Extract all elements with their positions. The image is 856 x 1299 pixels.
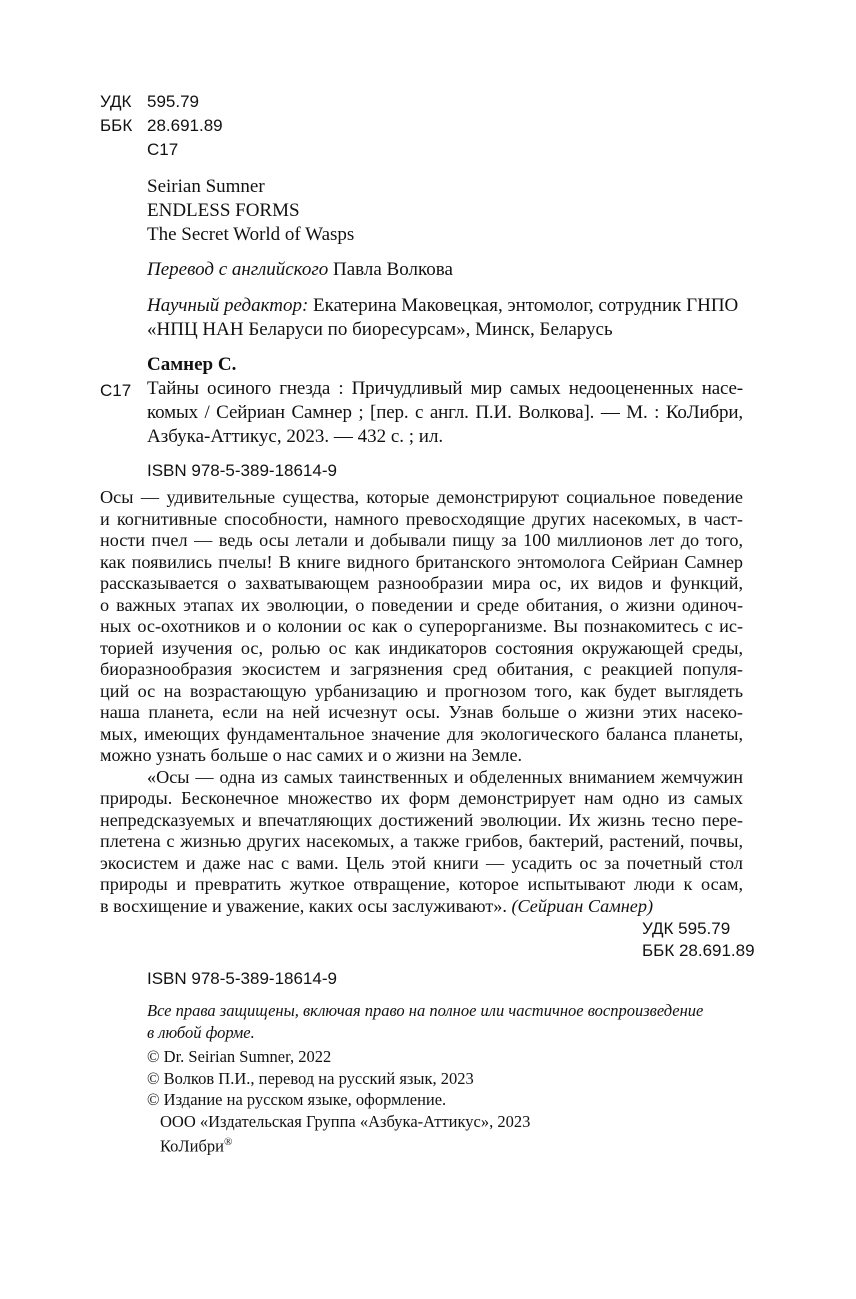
original-author: Seirian Sumner: [147, 176, 265, 197]
record-body: [100, 377, 743, 449]
translation-line: [147, 258, 453, 282]
record-isbn: ISBN 978-5-389-18614-9: [147, 461, 337, 480]
annotation-line: ных ос-охотников и о колонии ос как о суперорганизме. Вы познакомитесь с ис-: [100, 616, 743, 636]
copyright-edition: © Издание на русском языке, оформление.: [147, 1090, 447, 1109]
udk-code-right: УДК 595.79: [642, 919, 731, 938]
quote-line: экосистем и даже нас с вами. Цель этой книги — усадить ос за почетный стол: [100, 852, 743, 873]
original-subtitle: The Secret World of Wasps: [147, 224, 355, 245]
copyright-translation: © Волков П.И., перевод на русский язык, 2023: [147, 1068, 474, 1088]
quote-line: плетена с жизнью других насекомых, а также грибов, бактерий, растений, почвы,: [100, 831, 743, 851]
record-description: [147, 377, 743, 449]
record-author-heading: Самнер С.: [147, 354, 237, 375]
annotation-line: рассказывается о захватывающем разнообразии мира ос, их видов и функций,: [100, 573, 743, 593]
annotation-line: можно узнать больше о нас самих и о жизни на Земле.: [100, 745, 523, 765]
record-line: Тайны осиного гнезда : Причудливый мир самых недооцененных насе-: [147, 378, 743, 399]
catalog-record: [100, 353, 743, 483]
annotation-line: как появились пчелы! В книге видного британского энтомолога Сейриан Самнер: [100, 551, 743, 572]
author-mark: С17: [147, 140, 179, 159]
annotation-line: наша планета, если на ней исчезнут осы. Узнав больше о жизни этих насеко-: [100, 702, 743, 722]
annotation-line: Осы — удивительные существа, которые демонстрируют социальное поведение: [100, 487, 743, 507]
registered-mark: ®: [223, 1136, 233, 1148]
codes-right: [642, 918, 755, 962]
annotation-line: и когнитивные способности, намного превосходящие других насекомых, в част-: [100, 508, 743, 529]
editor-block: [147, 294, 738, 342]
quote-line: природы и превратить жуткое отвращение, которое испытывают люди к осам,: [100, 874, 743, 894]
rights-block: [147, 1000, 703, 1043]
editor-line-1: Екатерина Маковецкая, энтомолог, сотрудник ГНПО: [308, 295, 739, 316]
quote-last-text: в восхищение и уважение, каких осы заслуживают».: [100, 895, 507, 916]
annotation: [100, 487, 743, 917]
copyrights-block: [147, 1046, 530, 1157]
udk-value: 595.79: [147, 92, 199, 111]
translation-prefix: Перевод с английского: [147, 259, 329, 280]
copyright-imprint: [147, 1132, 530, 1157]
bbk-code-right: ББК 28.691.89: [642, 941, 755, 960]
record-mark: С17: [100, 381, 132, 400]
copyright-publisher: ООО «Издательская Группа «Азбука-Аттикус», 2023: [160, 1111, 531, 1131]
editor-line-2: «НПЦ НАН Беларуси по биоресурсам», Минск, Беларусь: [147, 319, 613, 340]
quote-attribution: (Сейриан Самнер): [506, 895, 654, 916]
record-line: комых / Сейриан Самнер ; [пер. с англ. П.И. Волкова]. — М. : КоЛибри,: [147, 402, 743, 423]
isbn-bottom: ISBN 978-5-389-18614-9: [147, 969, 337, 988]
isbn-bottom-block: [147, 967, 337, 991]
bbk-value: 28.691.89: [147, 116, 223, 135]
annotation-line: биоразнообразия экосистем и загрязнения сред обитания, с реакцией популя-: [100, 659, 743, 679]
record-line: Азбука-Аттикус, 2023. — 432 с. ; ил.: [147, 426, 444, 447]
imprint-name: КоЛибри: [160, 1136, 224, 1156]
quote-line: природы. Бесконечное множество их форм демонстрирует нам одно из самых: [100, 788, 743, 808]
annotation-line: о важных этапах их эволюции, о поведении и среде обитания, о жизни одиноч-: [100, 594, 743, 615]
copyright-author: © Dr. Seirian Sumner, 2022: [147, 1047, 332, 1066]
bbk-row: [100, 114, 223, 138]
original-title-block: [147, 175, 354, 247]
quote-last-line: [100, 896, 743, 918]
bbk-label: ББК: [100, 116, 133, 135]
translator-name: Павла Волкова: [328, 259, 453, 280]
annotation-line: торией изучения ос, ролью ос как индикаторов состояния окружающей среды,: [100, 637, 743, 658]
rights-line-1: Все права защищены, включая право на полное или частичное воспроизведение: [147, 1001, 704, 1020]
quote-line: непредсказуемых и впечатляющих достижений эволюции. Их жизнь тесно пере-: [100, 809, 743, 830]
quote-line: «Осы — одна из самых таинственных и обделенных вниманием жемчужин: [147, 766, 743, 787]
udk-label: УДК: [100, 92, 132, 111]
editor-prefix: Научный редактор:: [147, 295, 309, 316]
original-title: ENDLESS FORMS: [147, 200, 300, 221]
annotation-line: мых, имеющих фундаментальное значение для экологического баланса планеты,: [100, 723, 743, 744]
annotation-line: ций ос на возрастающую урбанизацию и прогнозом того, как будет выглядеть: [100, 680, 743, 701]
rights-line-2: в любой форме.: [147, 1022, 255, 1042]
annotation-line: ности пчел — ведь осы летали и добывали пищу за 100 миллионов лет до того,: [100, 530, 743, 550]
classification-block: [100, 90, 223, 162]
udk-row: [100, 90, 223, 114]
